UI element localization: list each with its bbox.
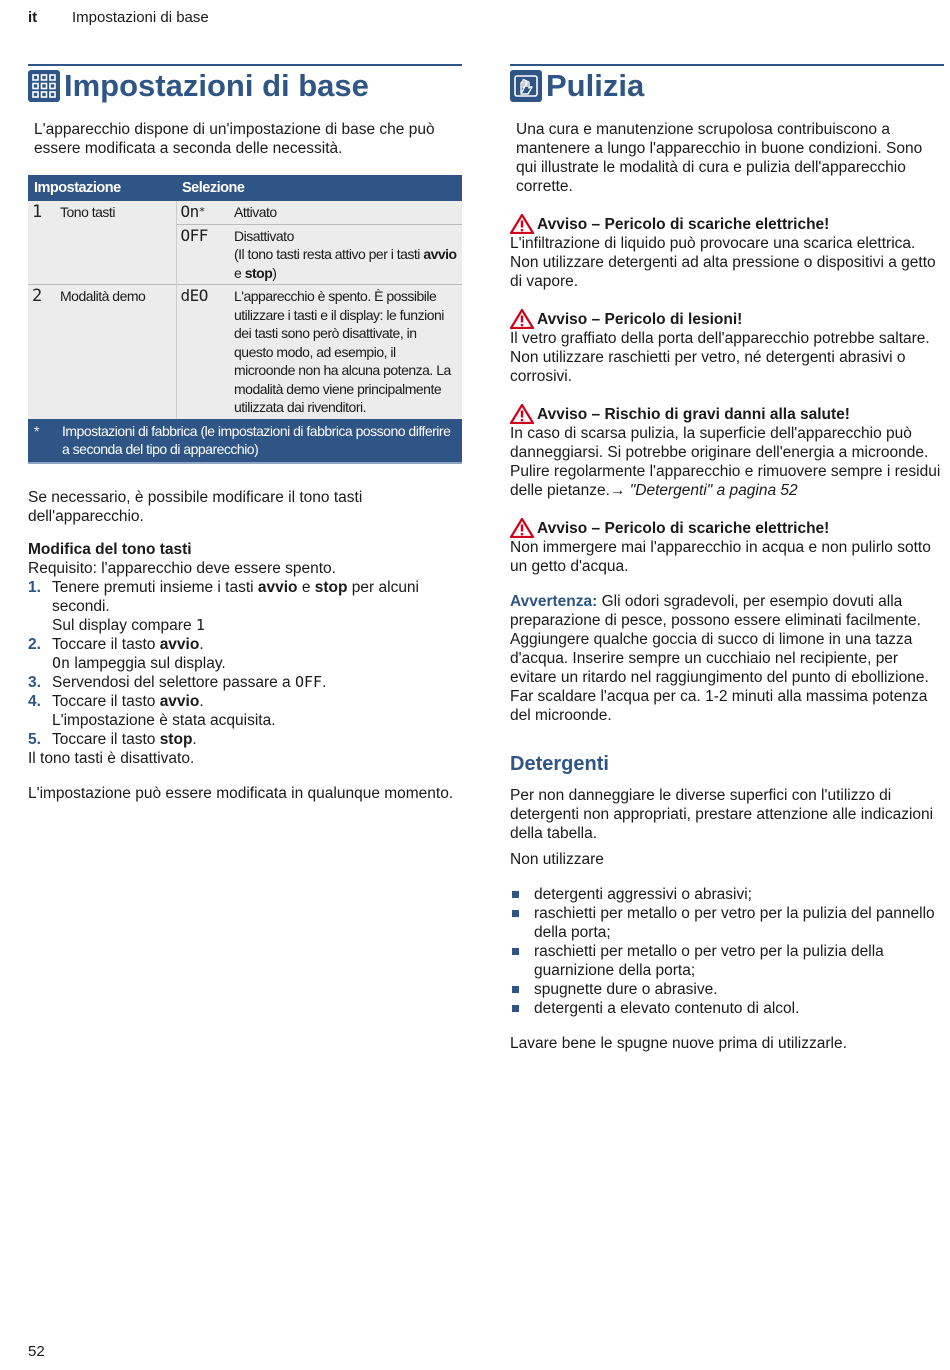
setting-value: Disattivato (Il tono tasti resta attivo per i tasti avvio e stop): [230, 224, 462, 285]
warning-title: Avviso – Pericolo di scariche elettriche!: [510, 214, 944, 234]
display-code: OFF: [176, 224, 230, 285]
page-reference-link[interactable]: "Detergenti" a pagina 52: [629, 482, 798, 499]
arrow-icon: →: [609, 482, 626, 499]
table-header-row: [28, 175, 462, 201]
running-header: [28, 8, 209, 27]
note-block: Avvertenza: Gli odori sgradevoli, per esempio dovuti alla preparazione di pesce, possono essere eliminati facilmente. Aggiungere qualche goccia di succo di limone in una tazza d'acqua. Inserire sempre un cucchiaio nel recipiente, per evitare un ritardo nel raggiungimento del punto di ebollizione. Far scaldare l'acqua per ca. 1-2 minuti alla massima potenza del microonde.: [510, 593, 929, 724]
intro-text: L'apparecchio dispone di un'impostazione di base che può essere modificata a seconda delle necessità.: [34, 121, 435, 157]
settings-table: [28, 175, 462, 464]
warning-block: [510, 404, 944, 500]
do-not-use-label: Non utilizzare: [510, 851, 604, 868]
warning-block: [510, 309, 944, 386]
footnote-text: Impostazioni di fabbrica (le impostazioni di fabbrica possono differire a seconda del tipo di apparecchio): [56, 419, 462, 463]
step-item: 4. Toccare il tasto avvio. L'impostazione è stata acquisita.: [28, 692, 276, 729]
header-title: Impostazioni di base: [72, 9, 209, 26]
warning-text: In caso di scarsa pulizia, la superficie dell'apparecchio può danneggiarsi. Si potrebbe originare dell'energia a microonde. Pulire regolarmente l'apparecchio e rimuovere sempre i residui delle pietanze.→ "Detergenti" a pagina 52: [510, 425, 941, 499]
note-label: Avvertenza:: [510, 593, 598, 610]
section-title-basic-settings: [28, 64, 462, 104]
table-row: [28, 285, 462, 419]
display-code: dEO: [176, 285, 230, 419]
step-item: 1. Tenere premuti insieme i tasti avvio e stop per alcuni secondi. Sul display compare 1: [28, 578, 419, 634]
warning-title: Avviso – Rischio di gravi danni alla salute!: [510, 404, 944, 424]
warning-text: Non immergere mai l'apparecchio in acqua e non pulirlo sotto un getto d'acqua.: [510, 539, 931, 575]
settings-grid-icon: [28, 70, 60, 102]
list-item: spugnette dure o abrasive.: [510, 980, 944, 999]
requirement-text: Requisito: l'apparecchio deve essere spento.: [28, 559, 336, 577]
table-row: [28, 201, 462, 224]
footnote-mark: *: [28, 419, 56, 463]
step-item: 5. Toccare il tasto stop.: [28, 730, 197, 748]
detergents-intro: Per non danneggiare le diverse superfici con l'utilizzo di detergenti non appropriati, prestare attenzione alle indicazioni della tabella.: [510, 787, 934, 842]
table-footnote-row: [28, 419, 462, 463]
section-title-cleaning: [510, 64, 944, 104]
cleaning-hand-icon: [510, 70, 542, 102]
result-text: Il tono tasti è disattivato.: [28, 749, 195, 767]
right-column: [510, 64, 944, 1053]
setting-name: Modalità demo: [56, 285, 176, 419]
setting-value: L'apparecchio è spento. È possibile utilizzare i tasti e il display: le funzioni dei tasti sono però disattivate, in questo modo, ad esempio, il microonde non ha alcuna potenza. La modalità demo viene principalmente utilizzata dai rivenditori.: [230, 285, 462, 419]
warning-block: [510, 518, 944, 576]
warning-title: Avviso – Pericolo di scariche elettriche!: [510, 518, 944, 538]
list-item: detergenti a elevato contenuto di alcol.: [510, 999, 944, 1018]
display-code: On*: [176, 201, 230, 224]
setting-number: 1: [28, 201, 56, 285]
closing-text: Lavare bene le spugne nuove prima di utilizzarle.: [510, 1035, 847, 1052]
warning-triangle-icon: [510, 404, 534, 424]
warning-text: L'infiltrazione di liquido può provocare una scarica elettrica. Non utilizzare detergenti ad alta pressione o dispositivi a getto di vapore.: [510, 235, 936, 290]
step-item: 2. Toccare il tasto avvio. On lampeggia sul display.: [28, 635, 226, 672]
list-item: raschietti per metallo o per vetro per la pulizia della guarnizione della porta;: [510, 942, 944, 980]
steps-list: [28, 578, 462, 749]
warning-title: Avviso – Pericolo di lesioni!: [510, 309, 944, 329]
bullet-list: [510, 885, 944, 1018]
closing-text: L'impostazione può essere modificata in qualunque momento.: [28, 784, 454, 802]
warning-text: Il vetro graffiato della porta dell'apparecchio potrebbe saltare. Non utilizzare raschietti per vetro, né detergenti abrasivi o corrosivi.: [510, 330, 930, 385]
intro-text: Una cura e manutenzione scrupolosa contribuiscono a mantenere a lungo l'apparecchio in buone condizioni. Sono qui illustrate le modalità di cura e pulizia dell'apparecchio corrette.: [516, 121, 923, 195]
subheading-tone: Modifica del tono tasti: [28, 540, 192, 558]
page-title: Impostazioni di base: [64, 68, 369, 103]
warning-block: [510, 214, 944, 291]
setting-value: Attivato: [230, 201, 462, 224]
warning-triangle-icon: [510, 214, 534, 234]
page-number: 52: [28, 1343, 45, 1360]
after-table-text: Se necessario, è possibile modificare il tono tasti dell'apparecchio.: [28, 488, 363, 525]
warning-triangle-icon: [510, 309, 534, 329]
list-item: detergenti aggressivi o abrasivi;: [510, 885, 944, 904]
step-item: 3. Servendosi del selettore passare a OFF.: [28, 672, 327, 691]
page-title-cleaning: Pulizia: [546, 68, 645, 103]
left-column: [28, 64, 462, 803]
warning-triangle-icon: [510, 518, 534, 538]
setting-number: 2: [28, 285, 56, 419]
header-setting: Impostazione: [28, 175, 176, 201]
list-item: raschietti per metallo o per vetro per la pulizia del pannello della porta;: [510, 904, 944, 942]
language-code: it: [28, 9, 38, 26]
header-selection: Selezione: [176, 175, 462, 201]
setting-name: Tono tasti: [56, 201, 176, 285]
subheading-detergents: Detergenti: [510, 753, 609, 775]
